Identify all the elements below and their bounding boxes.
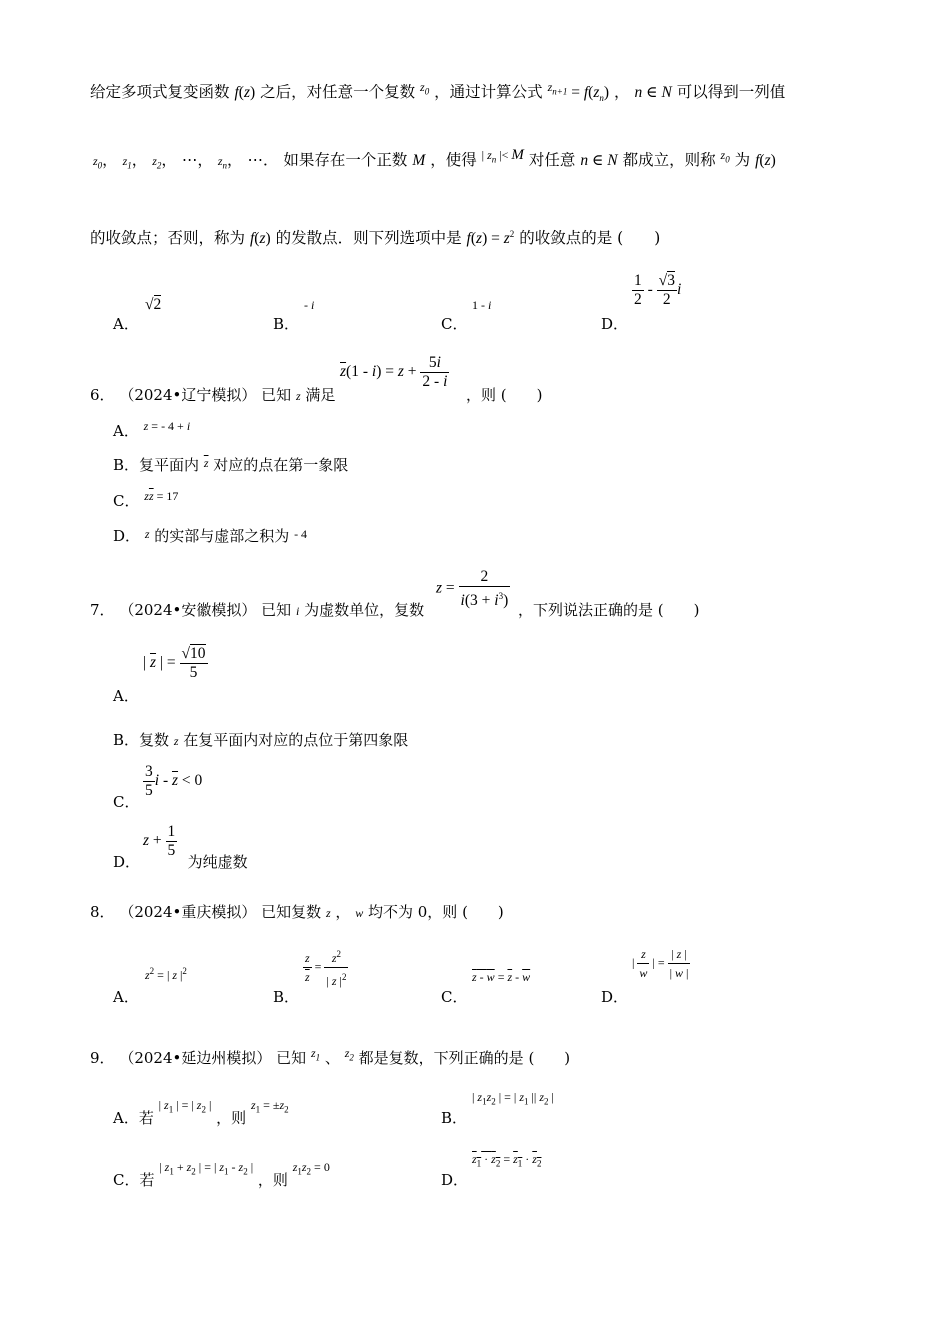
question-source: （2024•安徽模拟） — [119, 601, 257, 619]
option-text: ，则 — [216, 1109, 247, 1127]
q9-option-b-label: B． — [441, 1109, 468, 1127]
q9-text: 、 — [324, 1049, 340, 1067]
q8-stem: 8． （2024•重庆模拟） 已知复数 z ， w 均不为 0，则 ( ) — [90, 903, 504, 921]
q7-text: 已知 — [261, 601, 292, 619]
option-label: A． — [113, 422, 139, 440]
option-text: 对应的点在第一象限 — [213, 456, 349, 474]
q8-option-a-label: A． — [113, 988, 139, 1006]
intro-text: 为 — [734, 151, 751, 169]
intro-option-a-math: √2 — [145, 296, 162, 313]
option-label: D． — [113, 527, 141, 545]
math-fz: f — [234, 84, 239, 101]
q7-equation: z = $\frac{2}{i(3 + i^3)}$ — [436, 568, 509, 610]
intro-line-1: 给定多项式复变函数 f(z) 之后，对任意一个复数 $^{z_0}$ ，通过计算公式 $^{z_{n+1}} = f(z_n)$ ， n ∈ N 可以得到一列值 — [90, 80, 786, 104]
q6-option-a: A． $^{z = - 4 + i}$ — [113, 419, 191, 440]
q7-text: ，下列说法正确的是 — [518, 601, 654, 619]
q8-option-d-math: | $\frac{z}{w}$ | = $\frac{| z |}{| w |}$ — [632, 947, 689, 980]
q7-option-d — [113, 851, 248, 872]
q9-text: 已知 — [276, 1049, 307, 1067]
q9-stem: 9． （2024•延边州模拟） 已知 $^{z_1}$ 、 $^{z_2}$ 都是复数，下列正确的是 ( ) — [90, 1046, 571, 1067]
intro-text: 可以得到一列值 — [676, 83, 786, 101]
answer-paren: ( ) — [462, 903, 504, 921]
option-label: C．若 — [113, 1171, 155, 1189]
q6-text: ，则 — [466, 386, 497, 404]
q8-option-c-math: $z - w = \overline{z} - \overline{w}$ — [472, 970, 531, 984]
q9-option-a: A．若 $^{| z_1 | = | z_2 |}$ ，则 $^{z_1 = \pm z_2}$ — [113, 1098, 289, 1127]
intro-option-c-label: C． — [441, 315, 468, 333]
q8-option-a-math: $z^2$ = | z $|^2$ — [145, 966, 187, 982]
option-label: B．复平面内 — [113, 456, 200, 474]
question-source: （2024•辽宁模拟） — [119, 386, 257, 404]
q8-option-c-label: C． — [441, 988, 468, 1006]
q7-option-a-math: | $\overline{z}$ | = $\frac{√10}{5}$ — [143, 645, 206, 681]
q7-option-c-label: C． — [113, 793, 140, 811]
answer-paren: ( ) — [528, 1049, 571, 1067]
q8-text: ， — [335, 903, 351, 921]
intro-option-d-math: $\frac{1}{2}$ - $\frac{√3}{2}$ i — [634, 272, 682, 308]
question-number: 8． — [90, 903, 115, 921]
question-source: （2024•重庆模拟） — [119, 903, 257, 921]
q7-option-d-math: z + $\frac{1}{5}$ — [143, 823, 176, 859]
q8-option-b-label: B． — [273, 988, 300, 1006]
q6-option-c: C． $^{z\overline{z} = 17}$ — [113, 489, 179, 510]
math-z0: z0 — [420, 80, 430, 97]
math-formula: zn+1 — [547, 80, 568, 97]
math-n-in-N: n — [634, 84, 643, 101]
intro-text: ，通过计算公式 — [434, 83, 543, 101]
q6-stem-end — [466, 384, 543, 405]
intro-option-b-math: - i — [304, 298, 315, 312]
q7-option-a-label: A． — [113, 687, 139, 705]
question-number: 6． — [90, 386, 115, 404]
q9-option-d-label: D． — [441, 1171, 469, 1189]
q9-option-c: C．若 $^{| z_1 + z_2 | = | z_1 - z_2 |}$ ，则 $^{z_1z_2 = 0}$ — [113, 1160, 330, 1189]
q6-option-b: B．复平面内 $^{\overline{z}}$ 对应的点在第一象限 — [113, 456, 349, 474]
intro-option-d-label: D． — [601, 315, 629, 333]
intro-text: 的收敛点的是 — [519, 229, 613, 247]
q7-stem: 7． （2024•安徽模拟） 已知 i 为虚数单位，复数 — [90, 601, 425, 619]
q8-option-d-label: D． — [601, 988, 629, 1006]
intro-text: 的收敛点；否则，称为 — [90, 229, 246, 247]
q7-text: 为虚数单位，复数 — [304, 601, 425, 619]
intro-option-b-label: B． — [273, 315, 300, 333]
q9-option-b-math: | $z_1z_2$ | = | $z_1$ || $z_2$ | — [472, 1090, 554, 1107]
option-text: 的实部与虚部之积为 — [154, 527, 290, 545]
q7-option-b: B．复数 z 在复平面内对应的点位于第四象限 — [113, 731, 409, 749]
question-number: 7． — [90, 601, 115, 619]
math-sequence: $z_0$ — [93, 154, 103, 171]
answer-paren: ( ) — [617, 229, 661, 247]
option-text: ，则 — [257, 1171, 288, 1189]
option-text: 在复平面内对应的点位于第四象限 — [183, 731, 409, 749]
q6-equation: $\overline{z}(1 - i) = z$ + $\frac{5i}{2 - i}$ — [340, 354, 448, 390]
intro-line-3: 的收敛点；否则，称为 f(z) 的发散点．则下列选项中是 $f(z) = z^2$ 的收敛点的是 ( ) — [90, 228, 661, 247]
q9-text: 都是复数，下列正确的是 — [358, 1049, 524, 1067]
intro-text: 如果存在一个正数 — [283, 151, 408, 169]
q6-text: 已知 — [261, 386, 292, 404]
intro-text: 给定多项式复变函数 — [90, 83, 230, 101]
intro-text: ，使得 — [430, 151, 477, 169]
option-label: B．复数 — [113, 731, 170, 749]
intro-line-2: $z_0$， $z_1$， $z_2$， ⋯， $z_n$， ⋯． 如果存在一个正数 M ，使得 $^{| z_n |< M}$ 对任意 n ∈ N 都成立，则称 $^{z_0}$ 为 f(z) — [93, 147, 776, 171]
q9-option-d-math: $z_1 \cdot z_2 = z_1 \cdot z_2$ — [472, 1152, 542, 1169]
q8-text: 均不为 0，则 — [367, 903, 458, 921]
option-text: 为纯虚数 — [187, 853, 248, 871]
intro-text: 之后，对任意一个复数 — [260, 83, 416, 101]
option-label: C． — [113, 492, 140, 510]
q8-option-b-math: $\frac{z}{z}$ = $\frac{z^2}{| z |^2}$ — [303, 945, 348, 990]
option-label: D． — [113, 853, 141, 871]
q7-stem-end — [518, 599, 700, 620]
q8-text: 已知复数 — [261, 903, 322, 921]
intro-text: 都成立，则称 — [622, 151, 716, 169]
q6-option-d: D． $^z$ 的实部与虚部之积为 $^{- 4}$ — [113, 527, 308, 545]
question-number: 9． — [90, 1049, 115, 1067]
q6-text: 满足 — [305, 386, 336, 404]
answer-paren: ( ) — [657, 601, 700, 619]
intro-text: 的发散点．则下列选项中是 — [275, 229, 462, 247]
intro-text: 对任意 — [528, 151, 576, 169]
answer-paren: ( ) — [500, 386, 543, 404]
question-source: （2024•延边州模拟） — [119, 1049, 272, 1067]
intro-option-c-math: 1 - i — [472, 298, 492, 312]
intro-option-a-label: A． — [113, 315, 139, 333]
q7-option-c-math: $\frac{3}{5}$ $i - \overline{z} < 0$ — [145, 763, 203, 799]
q6-stem: 6． （2024•辽宁模拟） 已知 z 满足 — [90, 386, 336, 404]
option-label: A．若 — [113, 1109, 154, 1127]
math-bound: | zn |< M — [481, 147, 524, 165]
